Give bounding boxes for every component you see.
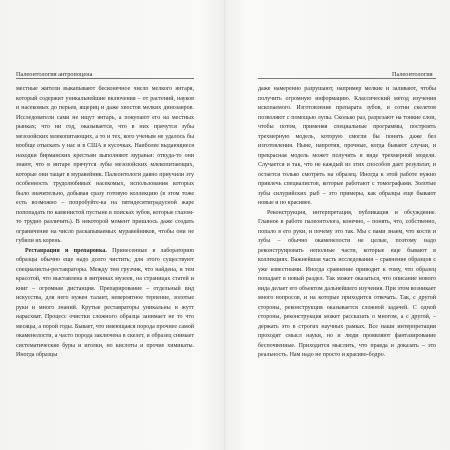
left-section-text: Принесенные в лабораторию образцы обычно еще надо долго чистить; для этого существуют специалисты-реставраторы. Между тем грузчик, что найдена, и тем красотой, что выставлена в витринах музеев, на страницах статей и книг – огромная дистанция. Препарирование – отдельный вид искусства, для него нужен талант, невероятное терпение, золотые руки и много знаний. Крутые реставраторы уникальны и жутт нарасхват. Процесс очистки сложного образца занимает не то что месяцы, а порой годы. Бывает, что имеющаяся порода прочнее самой окаменелости, а часто порода заключена в скелет, и образец снимает систематические буры и иголки, но кислоты и прочие химикаты. Иногда образцы — [16, 247, 194, 358]
left-page-body — [16, 85, 194, 361]
left-paragraph-1: местные жители выкапывают бесконечное число мелкого янтаря, который содержит уникальнейшие включения – от растений, науков и насекомых до перьев, ящериц и даже хвостов мелких динозавров. Исследователи сами не ищут янтарь, а покупают его на местных рынках; что ни год, оказывается, что в них прячутся зубы мезозойских млекопитающих, а то и тех, кого ученым не удалось бы вообще отыскать у нас и в США в кусочках. Наиболее выдающиеся находки бирманских крестьян выполняют муравьи: откуда-то они знают, что в янтаре прячутся зубы мезозойских млекопитающих, которые они тащат в муравейник. Палеонтологи давно приучили эту особенность трудолюбивых насекомых, использования которых было значительно, добывая сразу готовую коллекцию (в этом тоже есть возможно – попробуйте-ка на пятидесятиградусной жаре попопадать по каменистой пустыне в поисках зубов, которые глазом-то трудно различить). В некоторой момент пришлось даже создать ограничение на число раскапываемых муравейников, чтобы они не губили их корень. — [16, 86, 194, 244]
right-page-body — [258, 85, 436, 361]
left-section — [16, 247, 194, 361]
right-header-rule — [258, 78, 436, 79]
left-running-head: Палеонтология антропоцена — [16, 71, 93, 78]
right-paragraph-2: Реконструкция, интерпретация, публикация и обсуждение. Главное в работе палеонтолога, конечно, – понять, что, собственно, попало в его руки, и почему это так. Мы с вами знаем, что кости и зубы – обычно окаменелости не целые, поэтому надо реконструировать неполные части, которые еще бывают в коллекциях. Важнейшая часть исследования – сравнение образцов с уже известными. Иногда сравнение приводит к тому, что образец попадает в новый раздел. Так может оказаться, что описание нового вида делает его объектом дальнейшего изучения. При этом возникает много вопросов, и на которые приходится отвечать. Так, с другой стороны, реконструкция оказывается сложной задачей. С одной стороны, реконструкция может рассказать о многом, а с другой, – держать это в строгих научных рамках. Все наши интерпретации проходят смысл науки, но и люди проявляют фантазирование беспочвенные. Приходится мыслить, что правда и доказать – это реальность. Нам надо не просто и красиво-бодро. — [258, 209, 436, 358]
left-section-title: Реставрация и препаровка. — [25, 247, 107, 254]
book-fold — [224, 0, 226, 450]
right-paragraph-1: даже намеренно разрушают, например мелкие и заливают, чтобы получить огромную информацию. Классический метод изучения ископаемого. Изготовление препарата зубов, и сотни скелетов позволяют с помощью лупы. Сколько раз, разрезают на тонкие слои, чтобы потом, применяя специальные программы, построить трехмерную модель, которую смогли бы понять даже без изготовления. Ныне, напротив, прочные, когда бывают случаи, и прекрасная модель может получить в виде трехмерной модели. Случается и так, что не каждый из этих способов дает результат, и остается только смотреть на образец. Иногда к этой работе нужно привлечь специалистов, которые работают с томографами. Золотые зубы силурийских рыб – это примеры, как образцы еще бывают новые и по красивее. — [258, 86, 436, 206]
left-header-rule — [16, 78, 194, 79]
right-running-head: Палеонтология — [392, 71, 433, 78]
